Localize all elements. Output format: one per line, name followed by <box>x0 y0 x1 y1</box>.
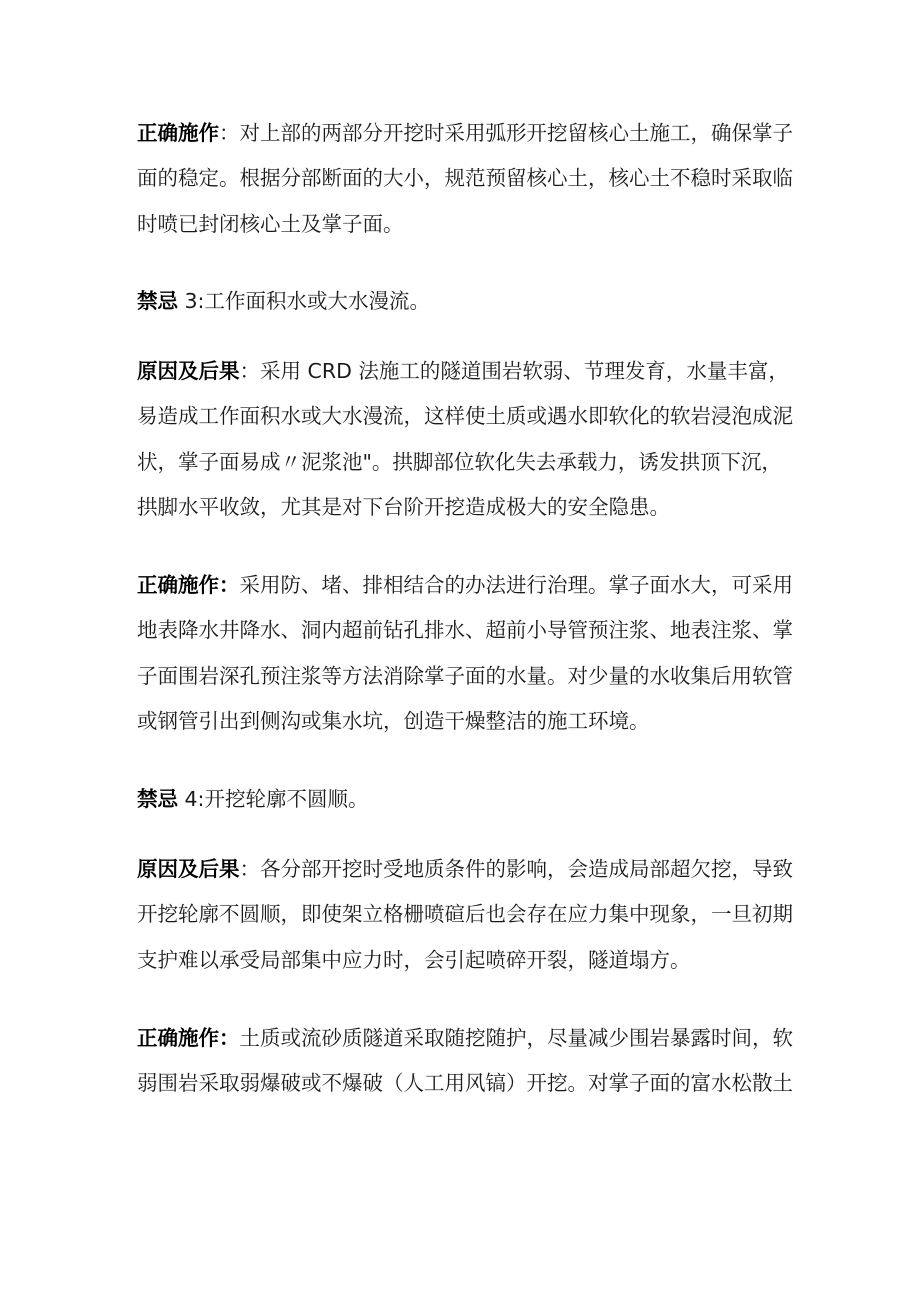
paragraph-label: 原因及后果 <box>137 857 240 881</box>
line-text: 3:工作面积水或大水漫流。 <box>178 289 430 313</box>
line-text: ：各分部开挖时受地质条件的影响，会造成局部超欠挖，导致 <box>239 857 793 881</box>
paragraph-label: 正确施作： <box>137 1026 240 1050</box>
line-text: 采用防、堵、排相结合的办法进行治理。掌子面水大，可采用 <box>239 573 793 597</box>
paragraph-label: 正确施作： <box>137 573 240 597</box>
paragraph-cause-consequence-1 <box>137 349 793 530</box>
paragraph-cause-consequence-2 <box>137 847 793 983</box>
text-line <box>137 111 793 156</box>
line-text: ：对上部的两部分开挖时采用弧形开挖留核心土施工，确保掌子 <box>219 121 793 145</box>
text-line: 或钢管引出到侧沟或集水坑，创造干燥整洁的施工环境。 <box>137 708 650 733</box>
text-line: 面的稳定。根据分部断面的大小，规范预留核心土，核心土不稳时采取临 <box>137 166 793 191</box>
paragraph-label: 禁忌 <box>137 787 178 811</box>
text-line <box>137 777 787 822</box>
paragraph-correct-practice-3 <box>137 1016 793 1107</box>
text-line <box>137 847 793 892</box>
line-text: 4:开挖轮廓不圆顺。 <box>178 787 369 811</box>
text-line <box>137 563 793 608</box>
paragraph-correct-practice-2 <box>137 563 793 744</box>
text-line: 地表降水井降水、洞内超前钻孔排水、超前小导管预注浆、地表注浆、掌 <box>137 618 793 643</box>
text-line: 状，掌子面易成〃泥浆池"。拱脚部位软化失去承载力，诱发拱顶下沉， <box>137 449 782 474</box>
text-line: 开挖轮廓不圆顺，即使架立格栅喷碹后也会存在应力集中现象，一旦初期 <box>137 902 793 927</box>
line-text: ：采用 CRD 法施工的隧道围岩软弱、节理发育，水量丰富， <box>239 359 789 383</box>
paragraph-label: 正确施作 <box>137 121 219 145</box>
paragraph-taboo-4 <box>137 777 787 822</box>
line-text: 土质或流砂质隧道采取随挖随护，尽量减少围岩暴露时间，软 <box>239 1026 793 1050</box>
paragraph-label: 原因及后果 <box>137 359 240 383</box>
text-line <box>137 1016 793 1061</box>
paragraph-taboo-3 <box>137 279 787 324</box>
paragraph-correct-practice-1 <box>137 111 793 247</box>
text-line: 支护难以承受局部集中应力时，会引起喷碎开裂，隧道塌方。 <box>137 947 691 972</box>
text-line <box>137 279 787 324</box>
text-line <box>137 349 787 394</box>
text-line: 时喷已封闭核心土及掌子面。 <box>137 211 404 236</box>
text-line: 易造成工作面积水或大水漫流，这样使土质或遇水即软化的软岩浸泡成泥 <box>137 404 793 429</box>
text-line: 子面围岩深孔预注浆等方法消除掌子面的水量。对少量的水收集后用软管 <box>137 663 793 688</box>
paragraph-label: 禁忌 <box>137 289 178 313</box>
text-line: 拱脚水平收敛，尤其是对下台阶开挖造成极大的安全隐患。 <box>137 494 670 519</box>
text-line: 弱围岩采取弱爆破或不爆破（人工用风镐）开挖。对掌子面的富水松散土 <box>137 1071 793 1096</box>
